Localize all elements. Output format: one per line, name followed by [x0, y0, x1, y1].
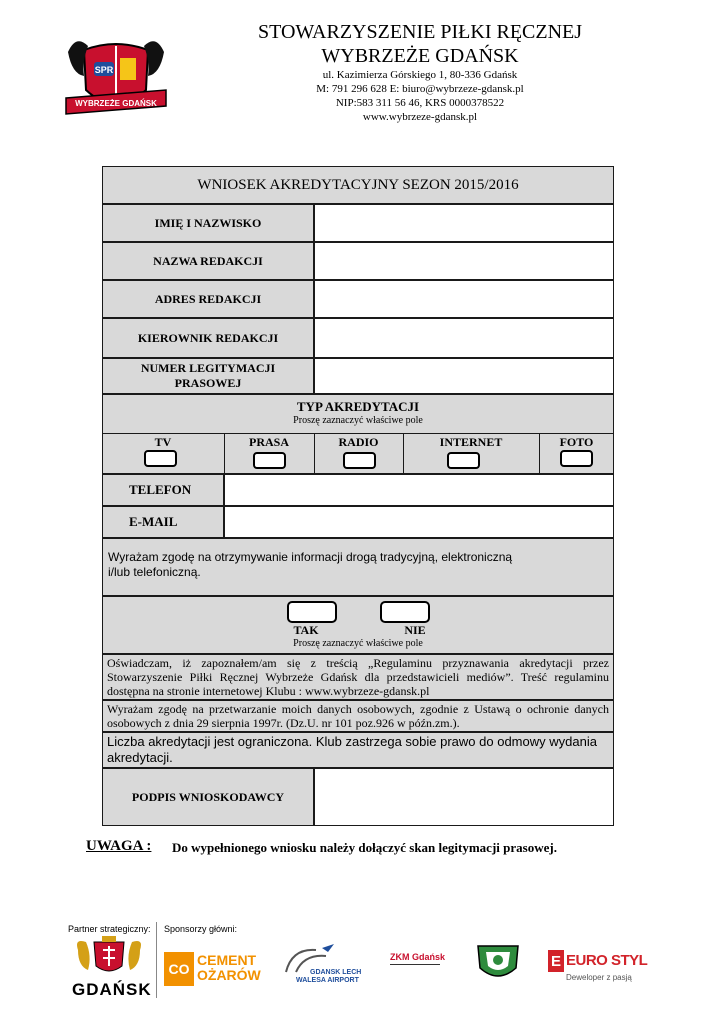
partner-gdansk: GDAŃSK: [72, 980, 152, 999]
limit-notice-text: Liczba akredytacji jest ograniczona. Klub zastrzega sobie prawo do odmowy wydania akredytacji.: [107, 734, 597, 765]
sponsor-cement-2: OŻARÓW: [197, 967, 261, 983]
data-consent-text: Wyrażam zgodę na przetwarzanie moich danych osobowych, zgodnie z Ustawą o ochronie danych osobowych z dnia 29 sierpnia 1997r. (Dz.U. nr 101 poz.926 w późn.zm.).: [107, 702, 609, 730]
header-title-line1: STOWARZYSZENIE PIŁKI RĘCZNEJ: [257, 21, 583, 43]
editorial-address-input[interactable]: [314, 280, 614, 318]
option-radio-checkbox[interactable]: [343, 452, 376, 469]
note-text: Do wypełnionego wniosku należy dołączyć skan legitymacji prasowej.: [172, 840, 557, 855]
accreditation-divider: [102, 433, 614, 434]
partner-label: Partner strategiczny:: [68, 924, 151, 934]
email-label: E-MAIL: [102, 506, 224, 538]
option-foto-label: FOTO: [559, 435, 594, 449]
editorial-name-input[interactable]: [314, 242, 614, 280]
sponsor-cement-1: CEMENT: [197, 952, 257, 968]
option-tv-label: TV: [154, 435, 172, 449]
accreditation-hint: Proszę zaznaczyć właściwe pole: [293, 415, 423, 426]
phone-input[interactable]: [224, 474, 614, 506]
press-card-label-line1: NUMER LEGITYMACJI: [140, 361, 276, 375]
option-internet-checkbox[interactable]: [447, 452, 480, 469]
consent-no-checkbox[interactable]: [380, 601, 430, 623]
signature-label: PODPIS WNIOSKODAWCY: [102, 768, 314, 826]
form-title: WNIOSEK AKREDYTACYJNY SEZON 2015/2016: [102, 166, 614, 204]
email-input[interactable]: [224, 506, 614, 538]
press-card-label: [102, 358, 314, 394]
consent-info-line1: Wyrażam zgodę na otrzymywanie informacji drogą tradycyjną, elektroniczną: [108, 550, 513, 564]
editor-in-chief-label: KIEROWNIK REDAKCJI: [102, 318, 314, 358]
press-card-input[interactable]: [314, 358, 614, 394]
option-press-label: PRASA: [248, 435, 289, 449]
note-label: UWAGA :: [86, 838, 152, 854]
club-crest-icon: [474, 942, 522, 986]
sponsor-airport-2: WALESA AIRPORT: [296, 977, 359, 984]
option-tv-checkbox[interactable]: [144, 450, 177, 467]
declaration-text: Oświadczam, iż zapoznałem/am się z treścią „Regulaminu przyznawania akredytacji przez Stowarzyszenie Piłki Ręcznej Wybrzeże Gdańsk dla przedstawicieli mediów”. Treść regulaminu dostępna na stronie internetowej Klubu : www.wybrzeze-gdansk.pl: [107, 656, 609, 698]
logo-badge-text: SPR: [94, 65, 114, 75]
press-card-label-line2: PRASOWEJ: [174, 376, 242, 390]
option-press-checkbox[interactable]: [253, 452, 286, 469]
eurostyl-badge-icon: E: [548, 950, 564, 972]
sponsors-label: Sponsorzy główni:: [164, 924, 238, 934]
accreditation-title: TYP AKREDYTACJI: [296, 399, 420, 414]
editor-in-chief-input[interactable]: [314, 318, 614, 358]
option-foto-checkbox[interactable]: [560, 450, 593, 467]
club-logo: [62, 32, 170, 128]
header-contact: M: 791 296 628 E: biuro@wybrzeze-gdansk.pl: [316, 83, 524, 95]
name-input[interactable]: [314, 204, 614, 242]
editorial-name-label: NAZWA REDAKCJI: [102, 242, 314, 280]
sponsor-airport-1: GDANSK LECH: [310, 969, 362, 976]
sponsor-zkm: ZKM Gdańsk: [390, 952, 446, 962]
editorial-address-label: ADRES REDAKCJI: [102, 280, 314, 318]
option-internet-label: INTERNET: [439, 435, 503, 449]
consent-yes-checkbox[interactable]: [287, 601, 337, 623]
phone-label: TELEFON: [102, 474, 224, 506]
sponsor-eurostyl: EURO STYL: [566, 952, 648, 969]
name-label: IMIĘ I NAZWISKO: [102, 204, 314, 242]
logo-ribbon-text: WYBRZEŻE GDAŃSK: [75, 99, 157, 108]
cement-badge-icon: CO: [164, 952, 194, 986]
header-website: www.wybrzeze-gdansk.pl: [362, 111, 478, 123]
consent-no-label: NIE: [404, 623, 426, 637]
consent-info-line2: i/lub telefoniczną.: [108, 565, 201, 579]
signature-input[interactable]: [314, 768, 614, 826]
consent-choice-hint: Proszę zaznaczyć właściwe pole: [293, 638, 423, 649]
option-radio-label: RADIO: [338, 435, 379, 449]
gdansk-crest-icon: [72, 936, 146, 978]
consent-yes-label: TAK: [293, 623, 319, 637]
header-nip: NIP:583 311 56 46, KRS 0000378522: [335, 97, 505, 109]
header-address: ul. Kazimierza Górskiego 1, 80-336 Gdańsk: [322, 69, 518, 81]
sponsor-eurostyl-tagline: Deweloper z pasją: [566, 973, 632, 982]
zkm-underline: [390, 964, 440, 965]
header-title-line2: WYBRZEŻE GDAŃSK: [321, 45, 519, 67]
footer-divider: [156, 922, 157, 998]
